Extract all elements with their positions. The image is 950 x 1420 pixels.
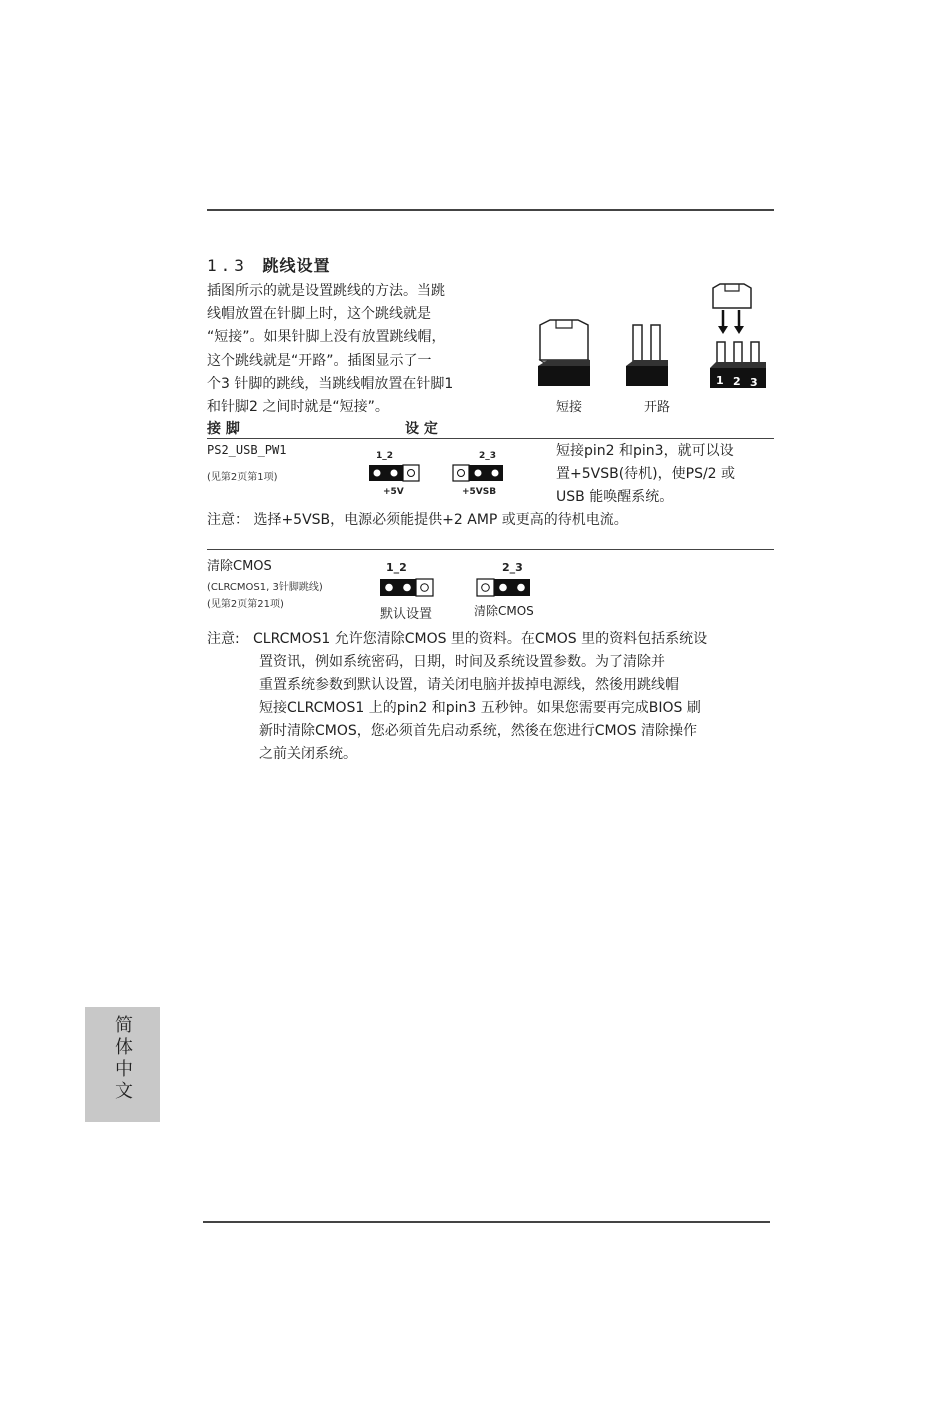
- cmos-note-line: 之前关闭系统。: [259, 746, 357, 762]
- intro-line: “短接”。如果针脚上没有放置跳线帽，: [207, 329, 446, 346]
- ps2-description: [556, 440, 735, 509]
- jumper-illustration: [530, 280, 775, 400]
- ps2-option-2-label: +5VSB: [462, 487, 497, 497]
- cmos-note-line: 新时清除CMOS，您必须首先启动系统，然後在您进行CMOS 清除操作: [259, 723, 697, 739]
- ps2-option-1-pins: 1_2: [376, 451, 394, 461]
- top-rule: [207, 209, 774, 211]
- pin-number: 1: [716, 374, 724, 387]
- cmos-option-2-label: 清除CMOS: [474, 604, 534, 618]
- header-rule: [207, 438, 774, 439]
- table-header-setting: 设 定: [405, 421, 438, 437]
- cmos-ref: (见第2页第21项): [207, 599, 284, 610]
- short-label: 短接: [556, 400, 583, 415]
- cmos-option-2-pins: 2_3: [502, 561, 523, 574]
- language-side-tab: [85, 1007, 160, 1122]
- section-number: 1.3: [207, 256, 248, 275]
- table-header-pin: 接 脚: [207, 421, 240, 437]
- intro-line: 线帽放置在针脚上时，这个跳线就是: [207, 306, 431, 323]
- cmos-note-line: 重置系统参数到默认设置，请关闭电脑并拔掉电源线，然後用跳线帽: [259, 677, 679, 693]
- ps2-note: 注意： 选择+5VSB，电源必须能提供+2 AMP 或更高的待机电流。: [207, 512, 628, 528]
- cmos-option-1-label: 默认设置: [380, 607, 433, 622]
- ps2-description-line: USB 能唤醒系统。: [556, 489, 674, 505]
- ps2-description-line: 短接pin2 和pin3，就可以设: [556, 443, 734, 459]
- ps2-jumper-name: PS2_USB_PW1: [207, 443, 287, 457]
- open-label: 开路: [644, 400, 671, 415]
- intro-line: 这个跳线就是“开路”。插图显示了一: [207, 352, 432, 369]
- bottom-rule: [203, 1221, 770, 1223]
- cmos-option-2-jumper: [476, 578, 531, 597]
- shorted-jumper-graphic: [538, 320, 590, 386]
- cmos-jumper-sub: (CLRCMOS1, 3针脚跳线): [207, 582, 323, 593]
- ps2-ref: (见第2页第1项): [207, 472, 278, 483]
- cmos-option-1-pins: 1_2: [386, 561, 407, 574]
- cmos-note-line: CLRCMOS1 允许您清除CMOS 里的资料。在CMOS 里的资料包括系统设: [253, 631, 708, 647]
- cmos-note-prefix: 注意:: [207, 631, 240, 647]
- ps2-option-1-label: +5V: [383, 487, 404, 497]
- cmos-note: [253, 628, 707, 766]
- ps2-option-2-jumper: [452, 464, 504, 482]
- intro-line: 插图所示的就是设置跳线的方法。当跳: [207, 283, 445, 299]
- cmos-note-line: 置资讯，例如系统密码，日期，时间及系统设置参数。为了清除并: [259, 654, 665, 670]
- section-title: 跳线设置: [262, 256, 331, 275]
- pin-number: 3: [750, 376, 758, 389]
- pin-number: 2: [733, 375, 741, 388]
- open-jumper-graphic: [626, 325, 668, 386]
- intro-line: 和针脚2 之间时就是“短接”。: [207, 399, 389, 416]
- cmos-option-1-jumper: [379, 578, 434, 597]
- cmos-note-line: 短接CLRCMOS1 上的pin2 和pin3 五秒钟。如果您需要再完成BIOS 刷: [259, 700, 701, 716]
- language-side-tab-label: 简体中文: [112, 1015, 133, 1103]
- three-pin-jumper-graphic: [710, 284, 766, 389]
- section-heading: [207, 253, 331, 276]
- section-rule: [207, 549, 774, 550]
- ps2-option-1-jumper: [368, 464, 420, 482]
- ps2-description-line: 置+5VSB(待机)，使PS/2 或: [556, 466, 736, 482]
- intro-paragraph: [207, 280, 497, 419]
- ps2-option-2-pins: 2_3: [479, 451, 497, 461]
- intro-line: 个3 针脚的跳线，当跳线帽放置在针脚1: [207, 375, 454, 392]
- cmos-jumper-name: 清除CMOS: [207, 559, 272, 574]
